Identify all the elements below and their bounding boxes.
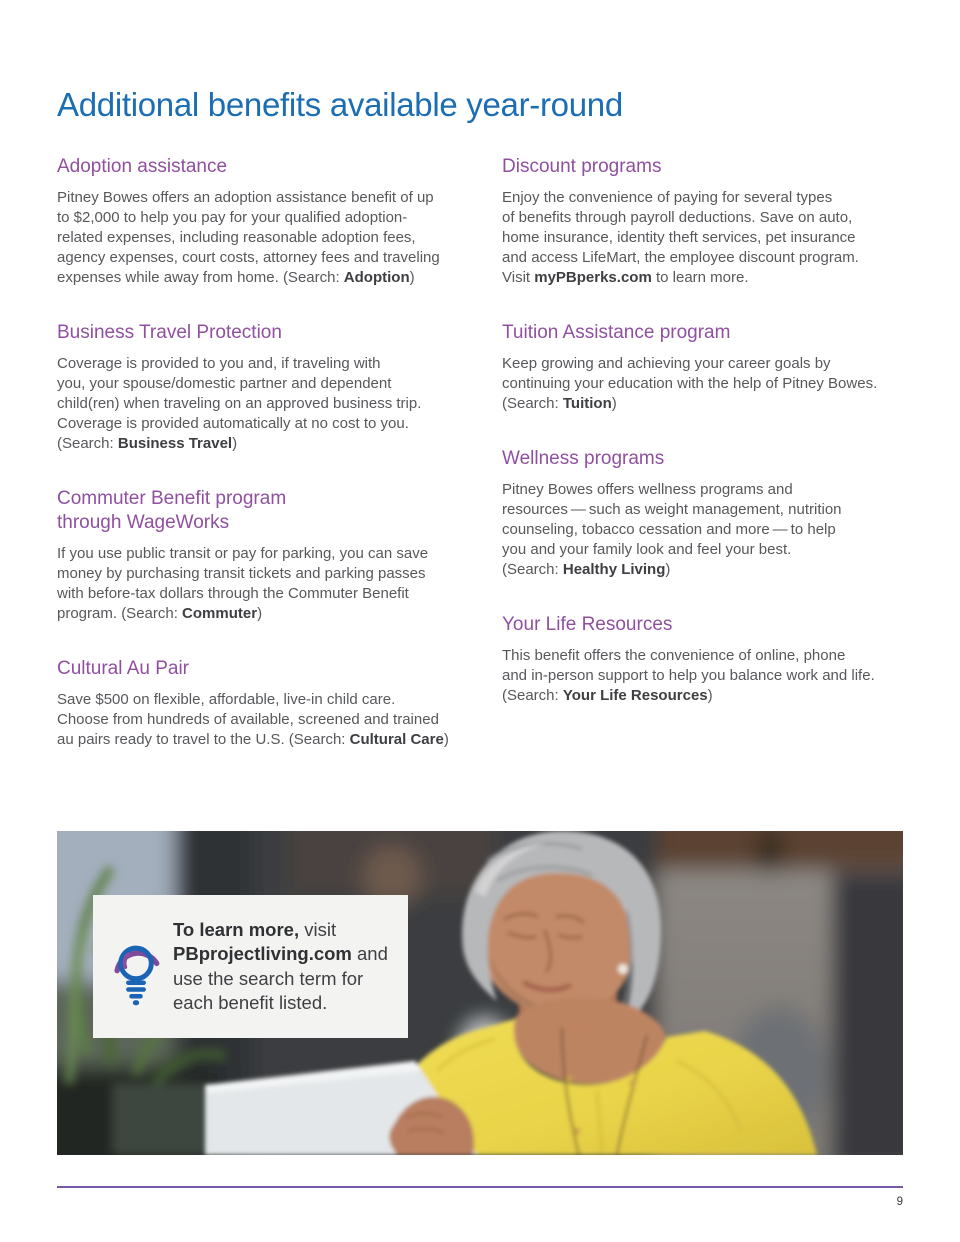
benefit-body: Enjoy the convenience of paying for several types of benefits through payroll deductions. Save on auto, home insurance, identity theft services, pet insurance and access LifeMart, the employee discount program. Visit myPBperks.com to learn more. bbox=[502, 189, 859, 286]
benefit-section bbox=[57, 487, 497, 624]
benefit-section bbox=[502, 321, 942, 414]
page-title: Additional benefits available year-round bbox=[57, 86, 623, 123]
benefit-heading: Commuter Benefit program through WageWorks bbox=[57, 488, 287, 533]
benefit-heading: Discount programs bbox=[502, 156, 662, 177]
benefit-body: Pitney Bowes offers an adoption assistance benefit of up to $2,000 to help you pay for your qualified adoption- related expenses, including reasonable adoption fees, agency expenses, court costs, attorney fees and traveling expenses while away from home. (Search: Adoption) bbox=[57, 189, 440, 286]
benefit-section bbox=[502, 613, 942, 706]
callout-box bbox=[93, 895, 408, 1038]
benefit-body: If you use public transit or pay for parking, you can save money by purchasing transit tickets and parking passes with before-tax dollars through the Commuter Benefit program. (Search: Commuter) bbox=[57, 545, 429, 622]
benefit-section bbox=[57, 321, 497, 454]
page-number: 9 bbox=[896, 1196, 903, 1208]
benefit-body: Save $500 on flexible, affordable, live-in child care. Choose from hundreds of available, screened and trained au pairs ready to travel to the U.S. (Search: Cultural Care) bbox=[57, 691, 449, 748]
benefit-body: Keep growing and achieving your career goals by continuing your education with the help of Pitney Bowes. (Search: Tuition) bbox=[502, 355, 878, 412]
footer-rule bbox=[57, 1186, 903, 1188]
benefit-heading: Cultural Au Pair bbox=[57, 658, 190, 679]
benefit-heading: Your Life Resources bbox=[502, 614, 673, 635]
benefit-body: Coverage is provided to you and, if traveling with you, your spouse/domestic partner and dependent child(ren) when traveling on an approved business trip. Coverage is provided automatically at no cost to you. (Search: Business Travel) bbox=[57, 355, 422, 452]
benefit-heading: Business Travel Protection bbox=[57, 322, 282, 343]
benefit-section bbox=[57, 657, 497, 750]
benefit-body: Pitney Bowes offers wellness programs and resources — such as weight management, nutrition counseling, tobacco cessation and more — to help you and your family look and feel your best. (Search: Healthy Living) bbox=[502, 481, 842, 578]
benefit-heading: Tuition Assistance program bbox=[502, 322, 731, 343]
benefits-column-right bbox=[502, 155, 942, 739]
benefit-heading: Adoption assistance bbox=[57, 156, 228, 177]
benefit-section bbox=[502, 447, 942, 580]
benefit-body: This benefit offers the convenience of online, phone and in-person support to help you balance work and life. (Search: Your Life Resources) bbox=[502, 647, 875, 704]
benefit-section bbox=[57, 155, 497, 288]
benefit-section bbox=[502, 155, 942, 288]
benefit-heading: Wellness programs bbox=[502, 448, 665, 469]
callout-text: To learn more, visit PBprojectliving.com and use the search term for each benefit listed. bbox=[173, 918, 388, 1013]
lightbulb-icon bbox=[109, 926, 163, 1008]
benefits-column-left bbox=[57, 155, 497, 783]
photo-woman-tablet bbox=[57, 831, 903, 1155]
